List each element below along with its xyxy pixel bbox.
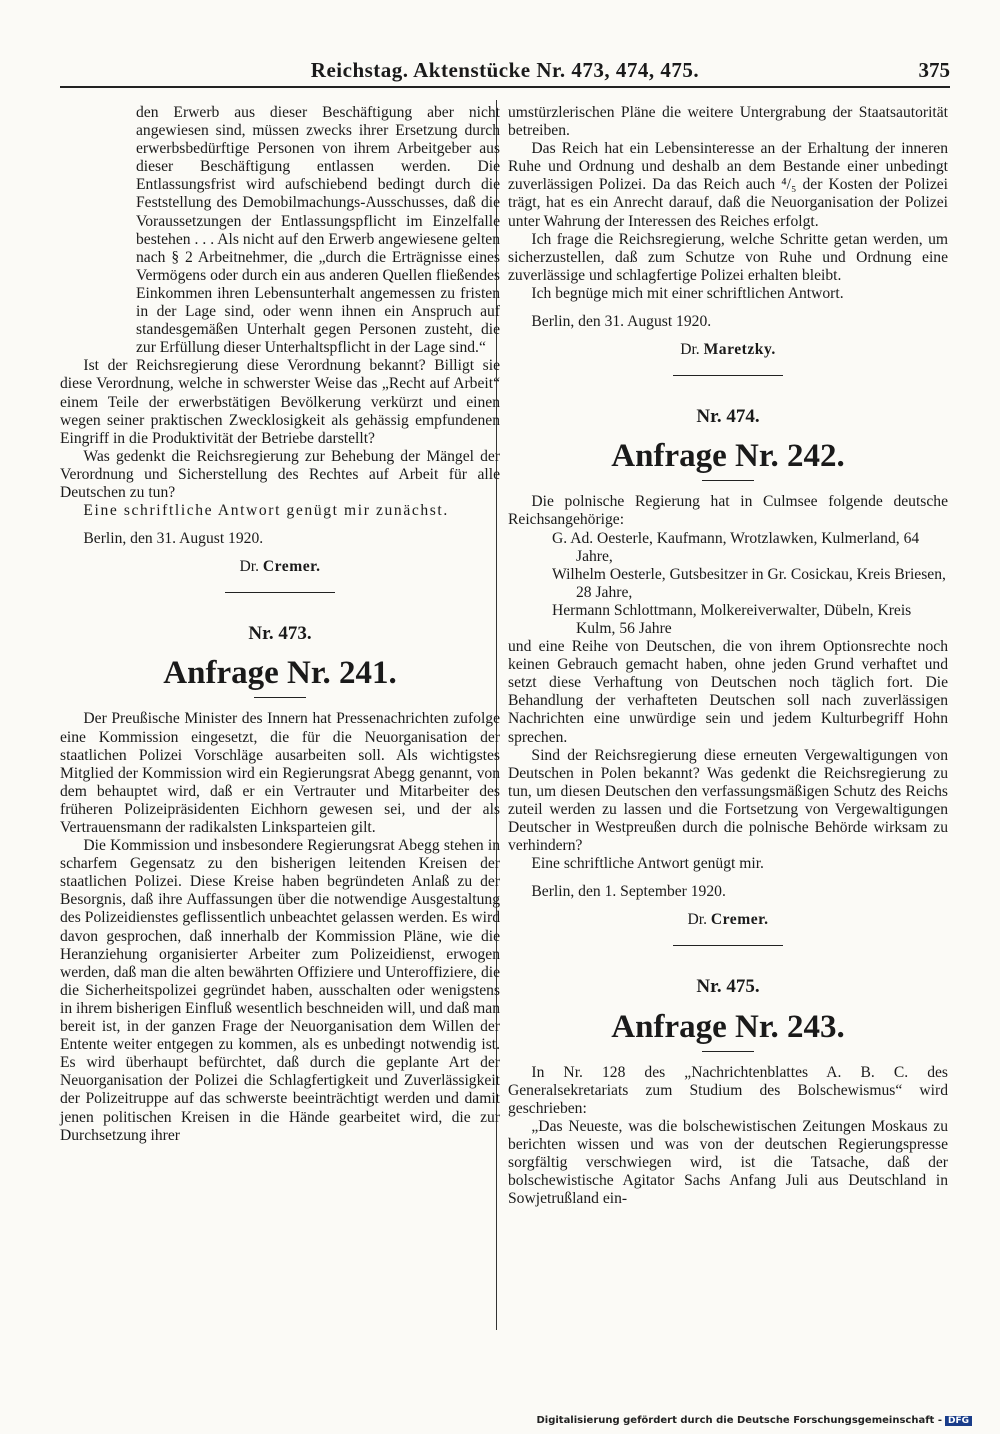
paragraph: Ist der Reichsregierung diese Verordnung bekannt? Billigt sie diese Verordnung, welche in schwerster Weise das „Recht auf Arbeit“ einem Teile der erwerbstätigen Bevölkerung verkürzt und einen wegen seiner praktischen Zwecklosigkeit als gehässig empfundenen Eingriff in die Produktivität der Betriebe darstellt? bbox=[60, 357, 500, 447]
section-divider bbox=[225, 592, 335, 593]
inquiry-heading: Anfrage Nr. 242. bbox=[611, 438, 845, 475]
quoted-paragraph: „Das Neueste, was die bolschewistischen Zeitungen Moskaus zu berichten wissen und was von der deutschen Regierungspresse sorgfältig verschwiegen wird, ist die Tatsache, daß der bolschewistische Agitator Sachs Anfang Juli aus Deutschland in Sowjetrußland ein- bbox=[508, 1117, 948, 1208]
heading-rule bbox=[702, 1051, 754, 1052]
signature-title: Dr. bbox=[239, 558, 259, 576]
left-column bbox=[60, 104, 500, 1145]
paragraph: Der Preußische Minister des Innern hat Pressenachrichten zufolge eine Kommission eingesetzt, die für die Neuorganisation der staatlichen Polizei Vorschläge ausarbeiten soll. Als wichtigstes Mitglied der Kommission wird ein Regierungsrat Abegg genannt, von dem behauptet wird, daß er ein Vertrauter und Mitarbeiter des früheren Polizeipräsidenten Eichhorn gewesen sei, und der als Vertrauensmann der radikalsten Linksparteien gilt. bbox=[60, 710, 500, 836]
paragraph: Eine schriftliche Antwort genügt mir zunächst. bbox=[83, 502, 449, 520]
document-number: Nr. 475. bbox=[696, 976, 760, 998]
footer-text: Digitalisierung gefördert durch die Deutsche Forschungsgemeinschaft - bbox=[536, 1415, 942, 1426]
paragraph: Die Kommission und insbesondere Regierungsrat Abegg stehen in scharfem Gegensatz zu den bisherigen leitenden Kreisen der staatlichen Polizei. Diese Kreise haben begründeten Anlaß zu der Besorgnis, daß ihre Auffassungen über die notwendige Ausgestaltung des Polizeidienstes geflissentlich unbeachtet gelassen werden. Es wird davon gesprochen, daß innerhalb der Kommission Pläne, wie die Heranziehung organisierter Arbeiter zum Polizeidienst, erwogen werden, daß man die alten bewährten Offiziere und Unteroffiziere, die die Sicherheitspolizei gegründet haben, ausschalten oder wenigstens in ihrem bisherigen Einfluß wesentlich beschneiden will, und daß man bereit ist, in der ganzen Frage der Neuorganisation dem Willen der Entente weiter entgegen zu kommen, als es unbedingt notwendig ist. Es wird überhaupt befürchtet, daß durch die geplante Art der Neuorganisation der Polizei die Schlagfertigkeit und Zuverlässigkeit der Polizeitruppe auf das schwerste beeinträchtigt werden und damit jenen politischen Kreisen in die Hände gearbeitet wird, die zur Durchsetzung ihrer bbox=[60, 837, 500, 1144]
paragraph: umstürzlerischen Pläne die weitere Untergrabung der Staatsautorität betreiben. bbox=[508, 104, 948, 140]
signature-name: Cremer. bbox=[710, 911, 769, 929]
signature-title: Dr. bbox=[680, 341, 700, 359]
digitization-footer bbox=[536, 1415, 972, 1426]
right-column bbox=[508, 104, 948, 1208]
signature bbox=[508, 911, 948, 929]
signature-title: Dr. bbox=[687, 911, 707, 929]
person-entry: G. Ad. Oesterle, Kaufmann, Wrotzlawken, Kulmerland, 64 Jahre, bbox=[552, 529, 920, 565]
document-number: Nr. 473. bbox=[248, 623, 312, 645]
paragraph: Die polnische Regierung hat in Culmsee folgende deutsche Reichsangehörige: bbox=[508, 493, 948, 529]
page-header bbox=[60, 56, 950, 88]
signature-place-date: Berlin, den 31. August 1920. bbox=[531, 313, 712, 331]
paragraph: Was gedenkt die Reichsregierung zur Behebung der Mängel der Verordnung und Sicherstellung des Rechtes auf Arbeit für alle Deutschen zu tun? bbox=[60, 447, 500, 501]
paragraph: und eine Reihe von Deutschen, die von ihrem Optionsrechte noch keinen Gebrauch gemacht haben, ohne jeden Grund verhaftet und setzt diese Verhaftung von Deutschen noch täglich fort. Die Behandlung der verhafteten Deutschen soll nach zuverlässigen Nachrichten eine unwürdige sein und jedem Kulturbegriff Hohn sprechen. bbox=[508, 638, 948, 746]
dfg-logo: DFG bbox=[945, 1416, 972, 1426]
paragraph: Ich frage die Reichsregierung, welche Schritte getan werden, um sicherzustellen, daß zum Schutze von Ruhe und Ordnung eine zuverlässige und schlagfertige Polizei erhalten bleibt. bbox=[508, 230, 948, 284]
paragraph: Sind der Reichsregierung diese erneuten Vergewaltigungen von Deutschen in Polen bekannt? Was gedenkt die Reichsregierung zu tun, um diesen Deutschen den verfassungsmäßigen Schutz des Reichs zuteil werden zu lassen und die Fortsetzung von Vergewaltigungen Deutscher in Westpreußen durch die polnische Behörde wirksam zu verhindern? bbox=[508, 746, 948, 855]
inquiry-heading: Anfrage Nr. 241. bbox=[163, 655, 397, 692]
signature bbox=[508, 341, 948, 359]
person-entry: Hermann Schlottmann, Molkereiverwalter, Dübeln, Kreis Kulm, 56 Jahre bbox=[552, 601, 912, 637]
paragraph: Das Reich hat ein Lebensinteresse an der Erhaltung der inneren Ruhe und Ordnung und deshalb an dem Bestande einer unbedingt zuverlässigen Polizei. Da das Reich auch ⁴/₅ der Kosten der Polizei trägt, hat es ein Anrecht darauf, daß die Neuorganisation der Polizei unter Wahrung der Interessen des Reiches erfolgt. bbox=[508, 140, 948, 230]
person-entry: Wilhelm Oesterle, Gutsbesitzer in Gr. Cosickau, Kreis Briesen, 28 Jahre, bbox=[552, 565, 946, 601]
heading-rule bbox=[702, 480, 754, 481]
document-number: Nr. 474. bbox=[696, 406, 760, 428]
paragraph: Eine schriftliche Antwort genügt mir. bbox=[531, 855, 764, 873]
paragraph: In Nr. 128 des „Nachrichtenblattes A. B. C. des Generalsekretariats zum Studium des Bolschewismus“ wird geschrieben: bbox=[508, 1063, 948, 1117]
paragraph: Ich begnüge mich mit einer schriftlichen Antwort. bbox=[531, 284, 844, 302]
signature bbox=[60, 558, 500, 576]
inquiry-heading: Anfrage Nr. 243. bbox=[611, 1008, 845, 1045]
signature-name: Maretzky. bbox=[703, 341, 776, 359]
signature-place-date: Berlin, den 1. September 1920. bbox=[531, 883, 726, 901]
section-divider bbox=[673, 945, 783, 946]
section-divider bbox=[673, 375, 783, 376]
ordinance-quote: den Erwerb aus dieser Beschäftigung aber nicht angewiesen sind, müssen zwecks ihrer Ersetzung durch erwerbsbedürftige Personen von ihrem Arbeitgeber aus dieser Beschäftigung entlassen werden. Die Entlassungsfrist wird aufschiebend bedingt durch die Feststellung des Demobilmachungs-Ausschusses, daß die Voraussetzungen der Entlassungspflicht im Einzelfalle bestehen . . . Als nicht auf den Erwerb angewiesene gelten nach § 2 Arbeitnehmer, die „durch die Erträgnisse eines Vermögens oder durch ein aus anderen Quellen fließendes Einkommen ihren Lebensunterhalt angemessen zu fristen in der Lage sind, oder wenn ihnen ein Anspruch auf standesgemäßen Unterhalt gegen Personen zusteht, die zur Erfüllung dieser Unterhaltspflicht in der Lage sind.“ bbox=[136, 104, 500, 357]
signature-name: Cremer. bbox=[262, 558, 321, 576]
signature-place-date: Berlin, den 31. August 1920. bbox=[83, 530, 264, 548]
heading-rule bbox=[254, 697, 306, 698]
running-title: Reichstag. Aktenstücke Nr. 473, 474, 475. bbox=[310, 58, 700, 82]
page-number: 375 bbox=[918, 58, 950, 82]
